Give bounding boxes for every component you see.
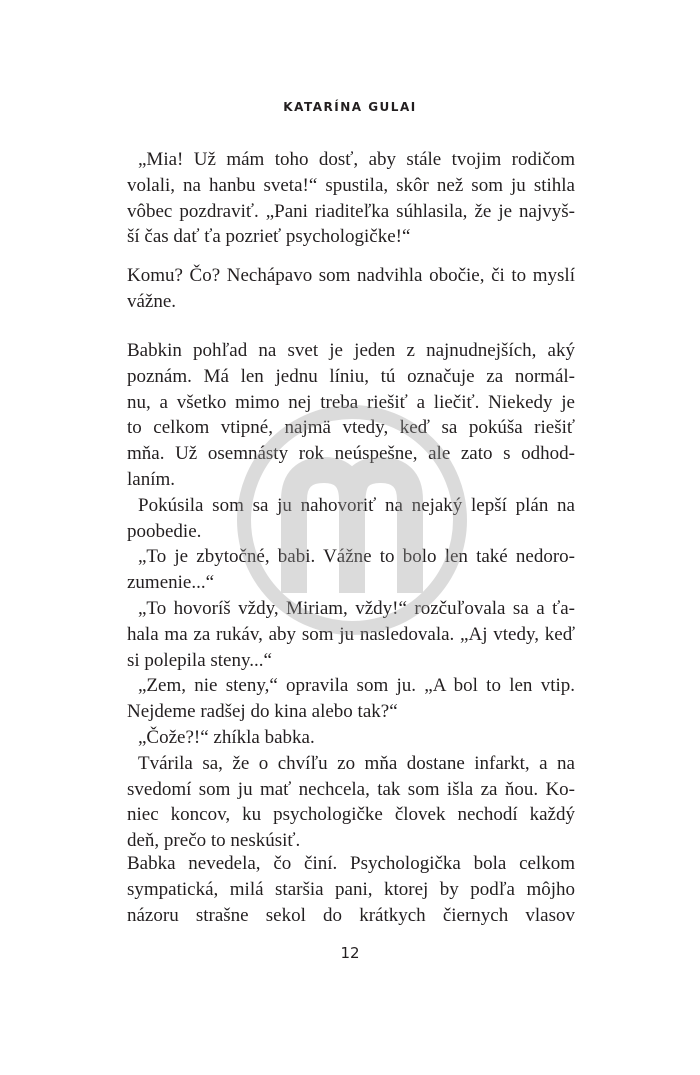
paragraph-2	[127, 263, 575, 315]
text-line: „Mia! Už mám toho dosť, aby stále tvojim rodičom	[138, 149, 575, 170]
text-line: „Zem, nie steny,“ opravila som ju. „A bol to len vtip.	[138, 675, 575, 697]
text-line: niec koncov, ku psychologičke človek nechodí každý	[127, 804, 575, 826]
text-line: Pokúsila som sa ju nahovoriť na nejaký lepší plán na	[138, 494, 575, 516]
text-line: Babka nevedela, čo činí. Psychologička bola celkom	[127, 853, 575, 874]
text-line: si polepila steny...“	[127, 649, 272, 671]
text-line: laním.	[127, 468, 176, 490]
text-line: Babkin pohľad na svet je jeden z najnudnejších, aký	[127, 340, 575, 361]
text-line: „Čože?!“ zhíkla babka.	[138, 726, 315, 748]
text-line: poobedie.	[127, 520, 202, 542]
text-line: Nejdeme radšej do kina alebo tak?“	[127, 701, 398, 723]
text-line: „To je zbytočné, babi. Vážne to bolo len také nedoro-	[138, 546, 575, 568]
text-line: svedomí som ju mať nechcela, tak som išla za ňou. Ko-	[127, 778, 575, 800]
text-line: mňa. Už osemnásty rok neúspešne, ale zato s odhod-	[127, 443, 575, 465]
text-line: Tvárila sa, že o chvíľu zo mňa dostane infarkt, a na	[138, 752, 575, 774]
paragraph-1	[127, 147, 575, 250]
text-line: ší čas dať ťa pozrieť psychologičke!“	[127, 226, 411, 248]
running-header-author: KATARÍNA GULAI	[283, 100, 417, 114]
text-line: volali, na hanbu sveta!“ spustila, skôr než som ju stihla	[127, 174, 575, 196]
text-line: poznám. Má len jednu líniu, tú označuje za normál-	[127, 365, 575, 387]
text-line: vôbec pozdraviť. „Pani riaditeľka súhlasila, že je najvyš-	[127, 200, 575, 222]
page-number: 12	[340, 944, 360, 962]
text-line: zumenie...“	[127, 572, 215, 594]
text-line: „To hovoríš vždy, Miriam, vždy!“ rozčuľovala sa a ťa-	[138, 597, 575, 619]
paragraph-4	[127, 851, 575, 928]
text-line: názoru strašne sekol do krátkych čiernych vlasov	[127, 904, 575, 926]
text-line: hala ma za rukáv, aby som ju nasledovala. „Aj vtedy, keď	[127, 623, 575, 645]
text-line: deň, prečo to neskúsiť.	[127, 830, 301, 852]
text-line: to celkom vtipné, najmä vtedy, keď sa pokúša riešiť	[127, 417, 575, 439]
text-line: vážne.	[127, 290, 177, 312]
text-line: sympatická, milá staršia pani, ktorej by podľa môjho	[127, 878, 575, 900]
text-line: Komu? Čo? Nechápavo som nadvihla obočie, či to myslí	[127, 265, 575, 286]
text-line: nu, a všetko mimo nej treba riešiť a liečiť. Niekedy je	[127, 391, 575, 413]
paragraph-3	[127, 338, 575, 854]
